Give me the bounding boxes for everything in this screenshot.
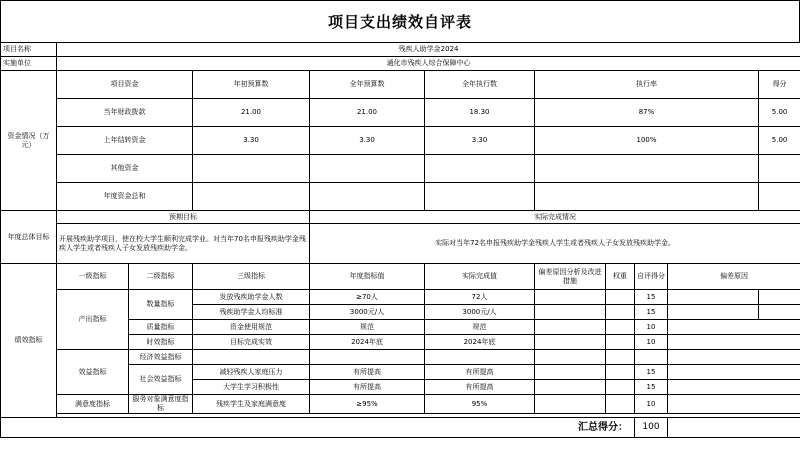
ind-actual: 规范 bbox=[425, 320, 535, 335]
project-name-value: 残疾人助学金2024 bbox=[57, 43, 800, 57]
ind-reason bbox=[668, 290, 759, 305]
funds-row-annual bbox=[310, 155, 425, 183]
funds-row-init bbox=[193, 183, 310, 211]
funds-header-rate: 执行率 bbox=[535, 71, 759, 99]
funds-header-item: 项目资金 bbox=[57, 71, 193, 99]
ind-target: 3000元/人 bbox=[310, 305, 425, 320]
ind-target: 有所提高 bbox=[310, 365, 425, 380]
funds-row-name: 当年财政拨款 bbox=[57, 99, 193, 127]
ind-l3: 残疾助学金人均标准 bbox=[193, 305, 310, 320]
funds-row-score: 5.00 bbox=[759, 99, 800, 127]
ind-l3: 发放残疾助学金人数 bbox=[193, 290, 310, 305]
funds-row-annual: 21.00 bbox=[310, 99, 425, 127]
ind-header-score: 自评得分 bbox=[635, 264, 668, 290]
unit-value: 通化市残疾人综合保障中心 bbox=[57, 57, 800, 71]
indicators-section-label: 绩效指标 bbox=[1, 264, 57, 418]
funds-section-label: 资金情况（万元） bbox=[1, 71, 57, 211]
ind-target: ≥70人 bbox=[310, 290, 425, 305]
funds-row-exec: 18.30 bbox=[425, 99, 535, 127]
funds-header-exec: 全年执行数 bbox=[425, 71, 535, 99]
ind-l3 bbox=[193, 350, 310, 365]
ind-analysis bbox=[535, 320, 606, 335]
ind-score: 10 bbox=[635, 320, 668, 335]
funds-row-rate bbox=[535, 155, 759, 183]
ind-l3: 大学生学习积极性 bbox=[193, 380, 310, 395]
evaluation-table bbox=[0, 42, 800, 438]
ind-score: 15 bbox=[635, 290, 668, 305]
ind-weight bbox=[606, 290, 635, 305]
funds-header-score: 得分 bbox=[759, 71, 800, 99]
ind-actual: 3000元/人 bbox=[425, 305, 535, 320]
ind-l3: 资金使用规范 bbox=[193, 320, 310, 335]
ind-reason bbox=[668, 350, 800, 365]
ind-header-target: 年度指标值 bbox=[310, 264, 425, 290]
ind-reason bbox=[668, 335, 800, 350]
ind-score: 15 bbox=[635, 305, 668, 320]
funds-row-score bbox=[759, 155, 800, 183]
ind-header-actual: 实际完成值 bbox=[425, 264, 535, 290]
funds-row-exec: 3.30 bbox=[425, 127, 535, 155]
funds-row-annual bbox=[310, 183, 425, 211]
page-title: 项目支出绩效自评表 bbox=[0, 0, 800, 42]
project-name-label: 项目名称 bbox=[1, 43, 57, 57]
ind-actual bbox=[425, 350, 535, 365]
ind-analysis bbox=[535, 380, 606, 395]
ind-l1-output: 产出指标 bbox=[57, 290, 129, 350]
table-row bbox=[1, 350, 800, 365]
ind-weight bbox=[606, 365, 635, 380]
goals-expected-header: 预期目标 bbox=[57, 211, 310, 224]
ind-score: 15 bbox=[635, 365, 668, 380]
funds-row-rate: 100% bbox=[535, 127, 759, 155]
funds-header-annual: 全年预算数 bbox=[310, 71, 425, 99]
ind-l3: 残疾学生及家庭满意度 bbox=[193, 395, 310, 414]
unit-label: 实施单位 bbox=[1, 57, 57, 71]
ind-header-l3: 三级指标 bbox=[193, 264, 310, 290]
goals-expected-text: 开展残疾助学项目，使在校大学生顺利完成学业。对当年70名申报残疾助学金残疾人学生或者残疾人子女发放残疾助学金。 bbox=[57, 224, 310, 264]
funds-row bbox=[1, 183, 800, 211]
total-score-blank bbox=[668, 418, 800, 438]
funds-row-name: 年度资金总和 bbox=[57, 183, 193, 211]
funds-row-rate bbox=[535, 183, 759, 211]
ind-analysis bbox=[535, 395, 606, 414]
ind-l2-economic: 经济效益指标 bbox=[129, 350, 193, 365]
funds-row-init: 3.30 bbox=[193, 127, 310, 155]
funds-row-score bbox=[759, 183, 800, 211]
ind-reason bbox=[668, 380, 800, 395]
ind-l2-quantity: 数量指标 bbox=[129, 290, 193, 320]
ind-l3: 减轻残疾人家庭压力 bbox=[193, 365, 310, 380]
funds-row-init bbox=[193, 155, 310, 183]
funds-row-exec bbox=[425, 155, 535, 183]
ind-analysis bbox=[535, 350, 606, 365]
ind-analysis bbox=[535, 305, 606, 320]
ind-l2-social: 社会效益指标 bbox=[129, 365, 193, 395]
ind-actual: 72人 bbox=[425, 290, 535, 305]
ind-reason-extra bbox=[759, 305, 800, 320]
funds-row bbox=[1, 127, 800, 155]
ind-score: 10 bbox=[635, 395, 668, 414]
ind-target: 规范 bbox=[310, 320, 425, 335]
ind-analysis bbox=[535, 365, 606, 380]
ind-reason bbox=[668, 365, 800, 380]
ind-weight bbox=[606, 305, 635, 320]
ind-weight bbox=[606, 335, 635, 350]
ind-header-l1: 一级指标 bbox=[57, 264, 129, 290]
ind-l2-quality: 质量指标 bbox=[129, 320, 193, 335]
ind-weight bbox=[606, 350, 635, 365]
ind-actual: 有所提高 bbox=[425, 380, 535, 395]
ind-target: 有所提高 bbox=[310, 380, 425, 395]
ind-header-weight: 权重 bbox=[606, 264, 635, 290]
ind-reason bbox=[668, 320, 800, 335]
ind-weight bbox=[606, 380, 635, 395]
table-row bbox=[1, 290, 800, 305]
total-score-label: 汇总得分： bbox=[1, 418, 635, 438]
funds-row-name: 上年结转资金 bbox=[57, 127, 193, 155]
ind-analysis bbox=[535, 335, 606, 350]
funds-row-exec bbox=[425, 183, 535, 211]
ind-header-analysis: 偏差原因分析及改进措施 bbox=[535, 264, 606, 290]
funds-row-init: 21.00 bbox=[193, 99, 310, 127]
table-row bbox=[1, 395, 800, 414]
ind-weight bbox=[606, 320, 635, 335]
goals-actual-text: 实际对当年72名申报残疾助学金残疾人学生或者残疾人子女发放残疾助学金。 bbox=[310, 224, 800, 264]
funds-row-score: 5.00 bbox=[759, 127, 800, 155]
ind-target bbox=[310, 350, 425, 365]
funds-row bbox=[1, 99, 800, 127]
ind-target: 2024年底 bbox=[310, 335, 425, 350]
ind-l2-timeliness: 时效指标 bbox=[129, 335, 193, 350]
ind-actual: 95% bbox=[425, 395, 535, 414]
funds-header-init: 年初预算数 bbox=[193, 71, 310, 99]
funds-row-rate: 87% bbox=[535, 99, 759, 127]
ind-l1-benefit: 效益指标 bbox=[57, 350, 129, 395]
ind-reason bbox=[668, 305, 759, 320]
ind-l1-satisfaction: 满意度指标 bbox=[57, 395, 129, 414]
ind-target: ≥95% bbox=[310, 395, 425, 414]
ind-score: 10 bbox=[635, 335, 668, 350]
ind-analysis bbox=[535, 290, 606, 305]
goals-actual-header: 实际完成情况 bbox=[310, 211, 800, 224]
ind-reason-extra bbox=[759, 290, 800, 305]
funds-row bbox=[1, 155, 800, 183]
ind-header-l2: 二级指标 bbox=[129, 264, 193, 290]
ind-score: 15 bbox=[635, 380, 668, 395]
ind-actual: 2024年底 bbox=[425, 335, 535, 350]
total-score-value: 100 bbox=[635, 418, 668, 438]
ind-header-reason: 偏差原因 bbox=[668, 264, 800, 290]
ind-actual: 有所提高 bbox=[425, 365, 535, 380]
goals-section-label: 年度总体目标 bbox=[1, 211, 57, 264]
ind-l2-service-satisfaction: 服务对象满意度指标 bbox=[129, 395, 193, 414]
ind-reason bbox=[668, 395, 800, 414]
funds-row-annual: 3.30 bbox=[310, 127, 425, 155]
ind-weight bbox=[606, 395, 635, 414]
funds-row-name: 其他资金 bbox=[57, 155, 193, 183]
ind-l3: 目标完成实效 bbox=[193, 335, 310, 350]
ind-score bbox=[635, 350, 668, 365]
